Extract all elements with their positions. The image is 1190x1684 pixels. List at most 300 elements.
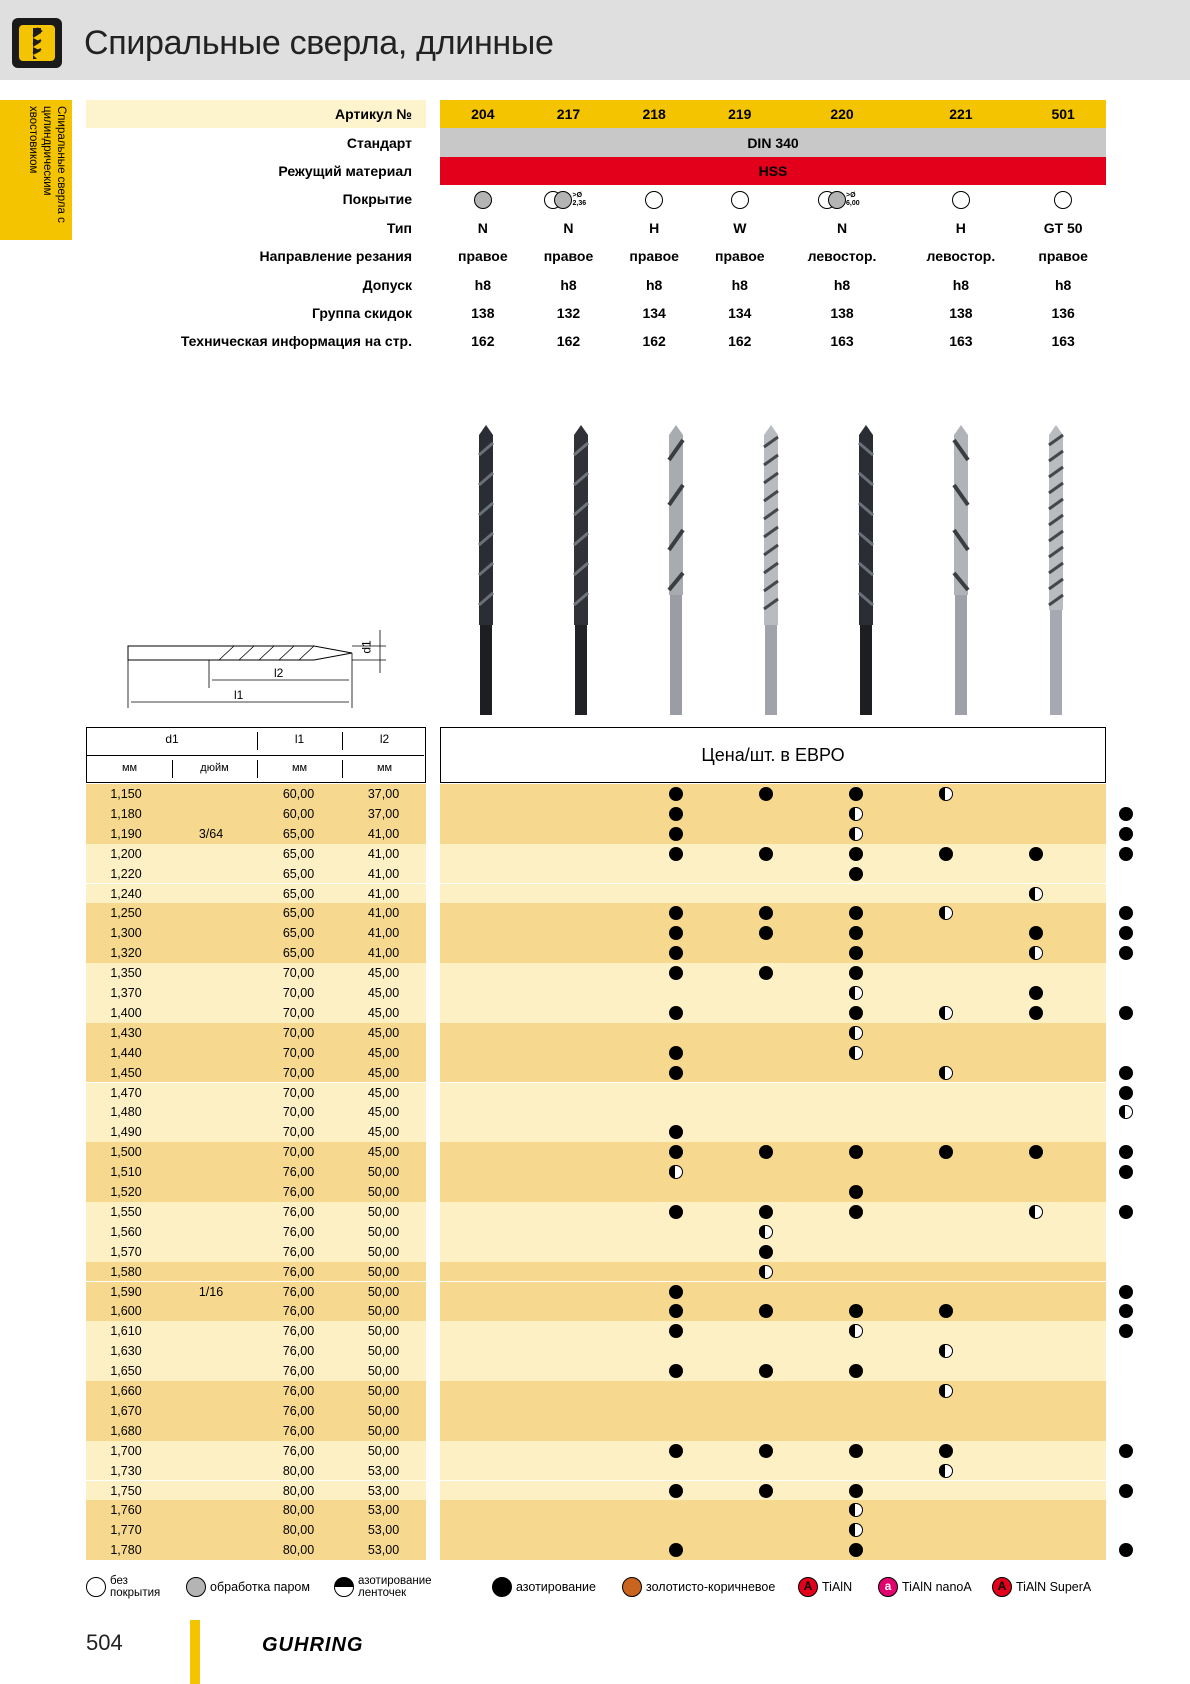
available-dot-icon (669, 1006, 683, 1020)
l2-value: 45,00 (367, 986, 400, 1000)
optional-circle-icon (849, 986, 863, 1000)
l1-value: 70,00 (282, 1005, 315, 1020)
l1-value: 70,00 (282, 1065, 315, 1080)
legend-no-coating (86, 1574, 160, 1600)
table-row (86, 1102, 1106, 1122)
available-dot-icon (939, 1145, 953, 1159)
available-dot-icon (1119, 906, 1133, 920)
article-number: 204 (440, 100, 526, 128)
spec-type-value: H (955, 219, 966, 236)
optional-circle-icon (669, 1165, 683, 1179)
spec-table (86, 100, 1106, 356)
l2-value: 50,00 (367, 1384, 400, 1398)
l2-value: 50,00 (367, 1364, 400, 1379)
table-row (86, 1401, 1106, 1421)
steam-coating-icon (828, 191, 846, 209)
available-dot-icon (1119, 1205, 1133, 1219)
l1-value: 76,00 (282, 1244, 315, 1259)
available-dot-icon (669, 966, 683, 980)
optional-circle-icon (939, 1344, 953, 1358)
table-row (86, 1441, 1106, 1461)
table-row (86, 903, 1106, 923)
available-dot-icon (669, 1125, 683, 1139)
spec-label: Артикул № (86, 100, 426, 128)
d1-mm-value: 1,730 (110, 1463, 142, 1478)
spec-type-value: N (477, 219, 488, 236)
spec-tolerance-value: h8 (645, 276, 663, 293)
spec-type-value: W (733, 219, 747, 236)
available-dot-icon (669, 946, 683, 960)
optional-circle-icon (849, 1026, 863, 1040)
spec-label: Тип (386, 219, 412, 236)
spec-discount-value: 138 (830, 304, 854, 321)
l2-value: 50,00 (367, 1165, 400, 1180)
table-row (86, 943, 1106, 963)
available-dot-icon (849, 1543, 863, 1557)
table-row (86, 983, 1106, 1003)
table-row (86, 824, 1106, 844)
table-row (86, 1242, 1106, 1262)
l2-value: 50,00 (367, 1344, 400, 1359)
table-row (86, 1421, 1106, 1441)
legend-label: покрытия (110, 1587, 161, 1599)
available-dot-icon (669, 1304, 683, 1318)
d1-mm-value: 1,760 (110, 1503, 142, 1518)
table-row (86, 1202, 1106, 1222)
available-dot-icon (1119, 1006, 1133, 1020)
d1-mm-value: 1,150 (110, 787, 142, 801)
d1-mm-value: 1,180 (110, 806, 142, 821)
d1-mm-value: 1,660 (110, 1384, 142, 1398)
drill-image-218 (665, 425, 687, 715)
available-dot-icon (669, 1484, 683, 1498)
drill-schematic (124, 628, 404, 723)
available-dot-icon (669, 1364, 683, 1378)
legend-nitr (492, 1574, 596, 1600)
legend-label: без (110, 1575, 128, 1587)
available-dot-icon (669, 926, 683, 940)
l1-value: 76,00 (282, 1304, 315, 1319)
table-row (86, 1142, 1106, 1162)
available-dot-icon (1119, 1066, 1133, 1080)
l2-value: 50,00 (367, 1204, 400, 1219)
drill-image-204 (475, 425, 497, 715)
d1-mm-value: 1,200 (110, 846, 142, 861)
d1-inch-value: 3/64 (198, 826, 224, 841)
spec-discount-value: 138 (471, 304, 495, 321)
d1-mm-value: 1,240 (110, 886, 142, 901)
available-dot-icon (1119, 1484, 1133, 1498)
table-row (86, 844, 1106, 864)
table-row (86, 1083, 1106, 1103)
l2-value: 53,00 (367, 1463, 400, 1478)
available-dot-icon (759, 1304, 773, 1318)
available-dot-icon (1119, 847, 1133, 861)
l2-value: 41,00 (367, 866, 400, 881)
no-coating-icon (645, 191, 663, 209)
available-dot-icon (759, 787, 773, 801)
d1-mm-value: 1,480 (110, 1105, 142, 1120)
spec-direction-value: левостор. (807, 248, 877, 265)
no-coating-icon (731, 191, 749, 209)
available-dot-icon (669, 1046, 683, 1060)
d1-mm-value: 1,700 (110, 1443, 142, 1458)
l2-value: 50,00 (367, 1224, 400, 1239)
available-dot-icon (759, 1444, 773, 1458)
available-dot-icon (1029, 847, 1043, 861)
drill-image-217 (570, 425, 592, 715)
table-row (86, 884, 1106, 904)
table-row (86, 1282, 1106, 1302)
available-dot-icon (1119, 1324, 1133, 1338)
optional-circle-icon (759, 1265, 773, 1279)
d1-header: d1 (165, 732, 179, 746)
l2-value: 50,00 (367, 1403, 400, 1418)
mm-unit: мм (121, 762, 138, 774)
material-value: HSS (440, 157, 1106, 185)
l2-value: 41,00 (367, 886, 400, 901)
legend-steam (186, 1574, 310, 1600)
l1-value: 70,00 (282, 1125, 315, 1140)
legend-gold (622, 1574, 775, 1600)
page-number: 504 (86, 1630, 123, 1655)
no-coating-icon (1054, 191, 1072, 209)
article-number: 501 (1020, 100, 1106, 128)
table-row (86, 1341, 1106, 1361)
spec-label: Режущий материал (278, 162, 412, 179)
d1-mm-value: 1,680 (110, 1423, 142, 1438)
optional-circle-icon (1029, 946, 1043, 960)
table-row (86, 1520, 1106, 1540)
spec-direction-value: левостор. (926, 248, 996, 265)
l1-value: 65,00 (282, 906, 315, 921)
optional-circle-icon (939, 1384, 953, 1398)
l2-value: 53,00 (367, 1483, 400, 1498)
spec-discount-value: 134 (728, 304, 752, 321)
spec-page-value: 163 (1051, 333, 1075, 350)
d1-mm-value: 1,510 (110, 1165, 142, 1180)
l2-value: 45,00 (367, 1045, 400, 1060)
d1-mm-value: 1,560 (110, 1224, 142, 1239)
l1-value: 80,00 (282, 1503, 315, 1518)
l1-value: 65,00 (282, 946, 315, 961)
d1-mm-value: 1,570 (110, 1244, 142, 1259)
l1-value: 76,00 (282, 1344, 315, 1359)
spec-discount-value: 132 (556, 304, 581, 321)
spec-tolerance-value: h8 (952, 276, 970, 293)
drill-image-220 (855, 425, 877, 715)
spec-tolerance-value: h8 (560, 276, 577, 293)
table-row (86, 1162, 1106, 1182)
d1-mm-value: 1,400 (110, 1005, 142, 1020)
l2-label: l2 (274, 666, 284, 680)
l1-value: 76,00 (282, 1384, 315, 1398)
l2-value: 45,00 (367, 1005, 400, 1020)
spec-discount-value: 134 (642, 304, 666, 321)
table-row (86, 1063, 1106, 1083)
available-dot-icon (1029, 1145, 1043, 1159)
legend-label: азотирование (516, 1580, 596, 1594)
optional-circle-icon (1029, 1205, 1043, 1219)
gold-brown-icon (622, 1577, 642, 1597)
table-row (86, 1361, 1106, 1381)
spec-label: Техническая информация на стр. (180, 333, 412, 350)
l2-value: 50,00 (367, 1304, 400, 1319)
drill-image-221 (950, 425, 972, 715)
d1-mm-value: 1,440 (110, 1045, 142, 1060)
optional-circle-icon (939, 1006, 953, 1020)
l2-value: 45,00 (367, 1125, 400, 1140)
d1-mm-value: 1,190 (110, 826, 142, 841)
d1-mm-value: 1,320 (110, 946, 142, 961)
l1-value: 76,00 (282, 1165, 315, 1180)
l2-value: 37,00 (367, 806, 400, 821)
tialn-nano-icon: a (878, 1577, 898, 1597)
table-row (86, 1381, 1106, 1401)
spec-type-value: N (563, 219, 574, 236)
l1-label: l1 (234, 688, 244, 702)
spec-label: Допуск (362, 276, 412, 293)
available-dot-icon (849, 926, 863, 940)
optional-circle-icon (849, 1523, 863, 1537)
steam-coating-icon (554, 191, 572, 209)
d1-mm-value: 1,590 (110, 1284, 142, 1299)
l2-value: 50,00 (367, 1324, 400, 1339)
available-dot-icon (1119, 827, 1133, 841)
available-dot-icon (759, 926, 773, 940)
l1-value: 70,00 (282, 1045, 315, 1060)
mm-unit: мм (291, 762, 308, 774)
l1-value: 76,00 (282, 1284, 315, 1299)
available-dot-icon (849, 1185, 863, 1199)
spec-label: Стандарт (346, 134, 412, 151)
optional-circle-icon (849, 1324, 863, 1338)
article-number: 220 (783, 100, 902, 128)
table-row (86, 1023, 1106, 1043)
article-number: 218 (611, 100, 697, 128)
brand-logo: GUHRING (262, 1634, 364, 1656)
nitrided-icon (492, 1577, 512, 1597)
d1-mm-value: 1,630 (110, 1344, 142, 1359)
size-table-header (86, 727, 426, 783)
l1-value: 76,00 (282, 1324, 315, 1339)
nitrided-lands-icon (334, 1577, 354, 1597)
spec-type-value: GT 50 (1043, 219, 1083, 236)
spec-direction-value: правое (715, 248, 765, 265)
article-number: 219 (697, 100, 783, 128)
side-tab (0, 100, 72, 240)
l2-value: 41,00 (367, 906, 400, 921)
l1-value: 65,00 (282, 886, 315, 901)
available-dot-icon (849, 1304, 863, 1318)
table-row (86, 1043, 1106, 1063)
available-dot-icon (759, 1484, 773, 1498)
available-dot-icon (1119, 1543, 1133, 1557)
coating-note: >Ø 6,00 (846, 191, 860, 207)
l1-value: 76,00 (282, 1264, 315, 1279)
spec-label: Группа скидок (312, 304, 412, 321)
optional-circle-icon (1029, 887, 1043, 901)
available-dot-icon (1029, 926, 1043, 940)
page-title: Спиральные сверла, длинные (84, 24, 554, 62)
available-dot-icon (1119, 1304, 1133, 1318)
tialn-icon: A (798, 1577, 818, 1597)
l1-value: 76,00 (282, 1364, 315, 1379)
spec-discount-value: 136 (1051, 304, 1075, 321)
spec-page-value: 162 (471, 333, 495, 350)
l2-value: 50,00 (367, 1244, 400, 1259)
d1-mm-value: 1,780 (110, 1543, 142, 1558)
available-dot-icon (1119, 926, 1133, 940)
d1-mm-value: 1,490 (110, 1125, 142, 1140)
spec-direction-value: правое (1038, 248, 1088, 265)
tialn-super-icon: A (992, 1577, 1012, 1597)
footer-bar (190, 1620, 200, 1684)
l1-value: 65,00 (282, 866, 315, 881)
l1-value: 76,00 (282, 1403, 315, 1418)
l1-value: 80,00 (282, 1463, 315, 1478)
table-row (86, 1222, 1106, 1242)
no-coating-icon (86, 1577, 106, 1597)
available-dot-icon (1119, 946, 1133, 960)
available-dot-icon (1029, 1006, 1043, 1020)
inch-unit: дюйм (200, 762, 229, 774)
available-dot-icon (849, 1484, 863, 1498)
l2-value: 53,00 (367, 1523, 400, 1538)
table-row (86, 1321, 1106, 1341)
d1-mm-value: 1,500 (110, 1145, 142, 1160)
l1-value: 70,00 (282, 1085, 315, 1100)
legend-nitr-lands (334, 1574, 432, 1600)
l1-value: 80,00 (282, 1483, 315, 1498)
d1-mm-value: 1,430 (110, 1025, 142, 1040)
l2-value: 50,00 (367, 1443, 400, 1458)
table-row (86, 1262, 1106, 1282)
available-dot-icon (669, 906, 683, 920)
table-row (86, 1500, 1106, 1520)
l2-value: 37,00 (367, 787, 400, 801)
d1-mm-value: 1,370 (110, 986, 142, 1000)
available-dot-icon (759, 847, 773, 861)
d1-mm-value: 1,670 (110, 1403, 142, 1418)
l2-value: 45,00 (367, 1145, 400, 1160)
spec-page-value: 162 (728, 333, 752, 350)
table-row (86, 1182, 1106, 1202)
optional-circle-icon (849, 807, 863, 821)
table-row (86, 1540, 1106, 1560)
spec-page-value: 162 (556, 333, 581, 350)
optional-circle-icon (939, 1464, 953, 1478)
l1-header: l1 (294, 732, 305, 746)
table-row (86, 1481, 1106, 1501)
drill-image-501 (1045, 425, 1067, 715)
l2-value: 41,00 (367, 846, 400, 861)
spec-tolerance-value: h8 (731, 276, 748, 293)
available-dot-icon (1119, 1165, 1133, 1179)
optional-circle-icon (939, 906, 953, 920)
available-dot-icon (669, 1205, 683, 1219)
available-dot-icon (759, 1205, 773, 1219)
table-row (86, 804, 1106, 824)
available-dot-icon (849, 1205, 863, 1219)
available-dot-icon (669, 827, 683, 841)
l2-value: 45,00 (367, 1085, 400, 1100)
l1-value: 70,00 (282, 1025, 315, 1040)
d1-mm-value: 1,610 (110, 1324, 142, 1339)
l1-value: 76,00 (282, 1423, 315, 1438)
table-row (86, 864, 1106, 884)
available-dot-icon (849, 1364, 863, 1378)
available-dot-icon (759, 1145, 773, 1159)
l1-value: 60,00 (282, 806, 315, 821)
mm-unit: мм (376, 762, 393, 774)
d1-mm-value: 1,470 (110, 1085, 142, 1100)
spec-page-value: 162 (642, 333, 666, 350)
d1-label: d1 (359, 640, 374, 654)
drill-image-219 (760, 425, 782, 715)
d1-mm-value: 1,580 (110, 1264, 142, 1279)
optional-circle-icon (849, 827, 863, 841)
optional-circle-icon (759, 1225, 773, 1239)
available-dot-icon (759, 1245, 773, 1259)
l1-value: 65,00 (282, 846, 315, 861)
l2-value: 45,00 (367, 1025, 400, 1040)
l2-value: 41,00 (367, 946, 400, 961)
l1-value: 76,00 (282, 1224, 315, 1239)
l1-value: 65,00 (282, 926, 315, 941)
l1-value: 65,00 (282, 826, 315, 841)
l2-value: 50,00 (367, 1284, 400, 1299)
l2-value: 45,00 (367, 1065, 400, 1080)
available-dot-icon (669, 1066, 683, 1080)
l2-value: 53,00 (367, 1543, 400, 1558)
d1-mm-value: 1,770 (110, 1523, 142, 1538)
available-dot-icon (939, 1304, 953, 1318)
l1-value: 80,00 (282, 1543, 315, 1558)
available-dot-icon (669, 807, 683, 821)
d1-mm-value: 1,450 (110, 1065, 142, 1080)
table-row (86, 1301, 1106, 1321)
drill-logo-icon (12, 18, 62, 68)
d1-mm-value: 1,550 (110, 1204, 142, 1219)
l2-value: 41,00 (367, 826, 400, 841)
spec-direction-value: правое (629, 248, 679, 265)
spec-direction-value: правое (458, 248, 508, 265)
available-dot-icon (669, 1543, 683, 1557)
optional-circle-icon (849, 1503, 863, 1517)
l1-value: 76,00 (282, 1185, 315, 1199)
available-dot-icon (1119, 1285, 1133, 1299)
available-dot-icon (759, 966, 773, 980)
available-dot-icon (669, 787, 683, 801)
coating-note: >Ø 2,36 (572, 191, 587, 207)
l2-value: 50,00 (367, 1185, 400, 1199)
d1-mm-value: 1,520 (110, 1185, 142, 1199)
l2-value: 50,00 (367, 1264, 400, 1279)
l2-value: 50,00 (367, 1423, 400, 1438)
spec-type-value: H (649, 219, 660, 236)
available-dot-icon (849, 1145, 863, 1159)
table-row (86, 963, 1106, 983)
l2-value: 45,00 (367, 966, 400, 981)
available-dot-icon (1119, 1444, 1133, 1458)
available-dot-icon (759, 1364, 773, 1378)
available-dot-icon (1029, 986, 1043, 1000)
d1-mm-value: 1,350 (110, 966, 142, 981)
available-dot-icon (669, 847, 683, 861)
article-number: 217 (526, 100, 612, 128)
l2-value: 53,00 (367, 1503, 400, 1518)
